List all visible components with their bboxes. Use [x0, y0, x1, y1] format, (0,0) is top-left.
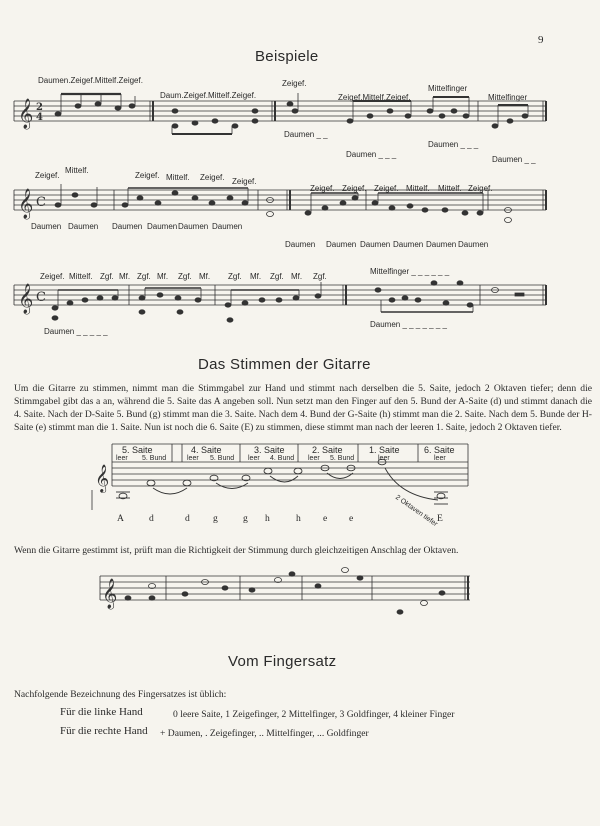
section-title-beispiele: Beispiele — [255, 48, 319, 65]
row3-annotation: Zgf. — [313, 272, 327, 281]
row3-annotation: Mf. — [291, 272, 303, 281]
row1-annotation-bottom: Daumen _ _ _ — [428, 140, 479, 149]
svg-text:𝄞: 𝄞 — [18, 189, 34, 219]
row1-annotation: Zeigef. — [282, 79, 307, 88]
row1-annotation: Mittelfinger — [488, 93, 528, 102]
saite-header: 3. Saite — [254, 445, 285, 455]
section-title-stimmen: Das Stimmen der Gitarre — [198, 356, 371, 373]
svg-text:𝄞: 𝄞 — [18, 284, 34, 314]
row2-annotation: Mittelf. — [406, 184, 430, 193]
row3-annotation: Mf. — [250, 272, 262, 281]
row2-daumen: Daumen — [147, 222, 178, 231]
note-name: h — [265, 513, 270, 524]
row3-annotation: Mittelf. — [69, 272, 93, 281]
saite-sub: leer — [434, 455, 446, 462]
row2-annotation: Zeigef. — [35, 171, 60, 180]
row3-annotation: Mittelfinger _ _ _ _ _ _ — [370, 267, 450, 276]
row3-annotation: Zgf. — [270, 272, 284, 281]
row3-daumen: Daumen _ _ _ _ _ — [44, 327, 108, 336]
row2-annotation: Mittelf. — [166, 173, 190, 182]
fingersatz-intro: Nachfolgende Bezeichnung des Fingersatzes ist üblich: — [14, 689, 227, 700]
row2-annotation: Zeigef. — [468, 184, 493, 193]
note-name: e — [323, 513, 328, 524]
row2-annotation: Zeigef. — [342, 184, 367, 193]
oktaven-note: 2 Oktaven tiefer — [393, 494, 439, 529]
row1-annotation: Daum.Zeigef.Mittelf.Zeigef. — [160, 91, 257, 100]
saite-sub: leer — [378, 455, 390, 462]
svg-text:𝄞: 𝄞 — [102, 579, 118, 609]
row3-annotation: Mf. — [157, 272, 169, 281]
octave-check-text: Wenn die Gitarre gestimmt ist, prüft man die Richtigkeit der Stimmung durch gleichzeitigen Anschlag der Oktaven. — [14, 545, 459, 556]
left-hand-text: 0 leere Saite, 1 Zeigefinger, 2 Mittelfinger, 3 Goldfinger, 4 kleiner Finger — [173, 709, 455, 720]
row1-annotation: Mittelfinger — [428, 84, 468, 93]
section-title-fingersatz: Vom Fingersatz — [228, 653, 337, 670]
row1-annotation: Daumen.Zeigef.Mittelf.Zeigef. — [38, 76, 143, 85]
saite-sub: leer — [187, 455, 199, 462]
note-name: e — [349, 513, 354, 524]
note-name: g — [243, 513, 248, 524]
row2-daumen: Daumen — [285, 240, 316, 249]
row2-annotation: Zeigef. — [310, 184, 335, 193]
row3-annotation: Zeigef. — [40, 272, 65, 281]
row3-annotation: Zgf. — [228, 272, 242, 281]
svg-text:2: 2 — [36, 102, 43, 113]
svg-text:𝄞: 𝄞 — [95, 464, 110, 492]
row2-daumen: Daumen — [68, 222, 99, 231]
saite-header: 6. Saite — [424, 445, 455, 455]
row2-annotation: Mittelf. — [438, 184, 462, 193]
saite-sub: 5. Bund — [210, 455, 235, 462]
saite-header: 5. Saite — [122, 445, 153, 455]
row2-daumen: Daumen — [178, 222, 209, 231]
note-name: h — [296, 513, 301, 524]
right-hand-text: + Daumen, . Zeigefinger, .. Mittelfinger, ... Goldfinger — [160, 728, 369, 739]
row1-annotation-bottom: Daumen _ _ — [492, 155, 536, 164]
row2-daumen: Daumen — [212, 222, 243, 231]
right-hand-label: Für die rechte Hand — [60, 725, 148, 737]
row1-annotation-bottom: Daumen _ _ — [284, 130, 328, 139]
left-hand-label: Für die linke Hand — [60, 706, 143, 718]
row3-daumen: Daumen _ _ _ _ _ _ _ — [370, 320, 447, 329]
saite-header: 4. Saite — [191, 445, 222, 455]
row3-annotation: Zgf. — [178, 272, 192, 281]
saite-sub: 4. Bund — [270, 455, 295, 462]
row2-daumen: Daumen — [426, 240, 457, 249]
row1-annotation: Zeigef.Mittelf.Zeigef. — [338, 93, 411, 102]
row3-annotation: Zgf. — [137, 272, 151, 281]
row2-daumen: Daumen — [360, 240, 391, 249]
svg-text:4: 4 — [36, 112, 43, 123]
svg-text:C: C — [36, 195, 46, 210]
row2-annotation: Mittelf. — [65, 166, 89, 175]
row2-annotation: Zeigef. — [232, 177, 257, 186]
row2-annotation: Zeigef. — [135, 171, 160, 180]
note-name: g — [213, 513, 218, 524]
tuning-paragraph: Um die Gitarre zu stimmen, nimmt man die Stimmgabel zur Hand und stimmt nach derselben die 5. Saite, jedoch 2 Oktaven tiefer; denn die Stimmgabel gibt das a an, während die 5. Saite das A angeben soll. Nun setzt man den Finger auf den 5. Bund der A-Saite (d) und stimmt danach die 4. Saite. Nach der D-Saite 5. Bund (g) stimmt man die 3. Saite. Nach dem 4. Bund der G-Saite (h) stimmt man die 2. Saite. Nach dem 5. Bunde der H-Saite (e) stimmt man die 1. Saite. Nun ist noch die 6. Saite (E) zu stimmen, diese stimmt man nach der leeren 1. Saite, jedoch 2 Oktaven tiefer. — [14, 383, 592, 433]
row2-daumen: Daumen — [112, 222, 143, 231]
row2-daumen: Daumen — [458, 240, 489, 249]
saite-sub: 5. Bund — [330, 455, 355, 462]
note-name: d — [149, 513, 154, 524]
svg-text:𝄞: 𝄞 — [18, 99, 34, 129]
row2-annotation: Zeigef. — [200, 173, 225, 182]
row2-annotation: Zeigef. — [374, 184, 399, 193]
row3-annotation: Zgf. — [100, 272, 114, 281]
page-number: 9 — [538, 34, 544, 46]
saite-sub: leer — [308, 455, 320, 462]
saite-sub: leer — [248, 455, 260, 462]
note-name: A — [117, 513, 124, 524]
row1-annotation-bottom: Daumen _ _ _ — [346, 150, 397, 159]
svg-text:C: C — [36, 290, 46, 305]
row2-daumen: Daumen — [31, 222, 62, 231]
saite-sub: 5. Bund — [142, 455, 167, 462]
row2-daumen: Daumen — [393, 240, 424, 249]
saite-header: 2. Saite — [312, 445, 343, 455]
row3-annotation: Mf. — [119, 272, 131, 281]
row2-daumen: Daumen — [326, 240, 357, 249]
row3-annotation: Mf. — [199, 272, 211, 281]
saite-sub: leer — [116, 455, 128, 462]
note-name: d — [185, 513, 190, 524]
saite-header: 1. Saite — [369, 445, 400, 455]
note-name: E — [437, 513, 443, 524]
